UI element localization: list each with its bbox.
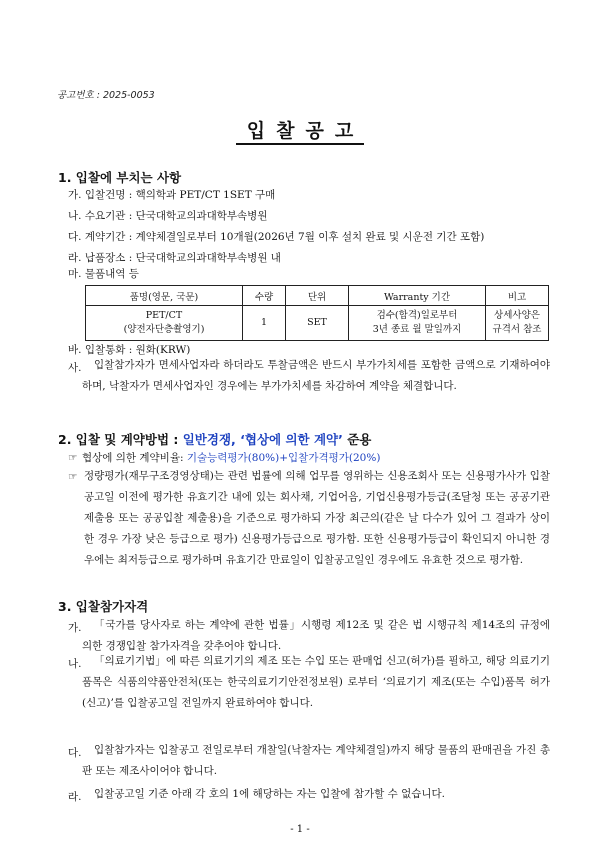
pointing-hand-icon: ☞ (68, 471, 78, 483)
item-vat-label: 사. (68, 362, 82, 374)
qualification-law-text: 「국가를 당사자로 하는 계약에 관한 법률」시행령 제12조 및 같은 법 시행규칙 제14조의 규정에 의한 경쟁입찰 참가자격을 갖추어야 합니다. (82, 619, 550, 652)
item-currency: 바. 입찰통화 : 원화(KRW) (68, 344, 191, 356)
notice-number: 공고번호 : 2025-0053 (57, 90, 155, 101)
item-contract-period: 다. 계약기간 : 계약체결일로부터 10개월(2026년 7월 이후 설치 완료 및 시운전 기간 포함) (68, 231, 485, 243)
goods-table (85, 285, 549, 341)
item-label: 가. (68, 622, 82, 634)
cell-product-name: PET/CT (양전자단층촬영기) (86, 306, 243, 341)
table-header: 단위 (286, 286, 349, 306)
table-header: 비고 (486, 286, 549, 306)
table-header: Warranty 기간 (349, 286, 486, 306)
qualification-exclusion-text: 입찰공고일 기준 아래 각 호의 1에 해당하는 자는 입찰에 참가할 수 없습니다. (94, 788, 446, 800)
ratio-highlight: 기술능력평가(80%)+입찰가격평가(20%) (186, 452, 381, 464)
cell-note: 상세사양은 규격서 참조 (486, 306, 549, 341)
table-header: 품명(영문, 국문) (86, 286, 243, 306)
cell-warranty: 검수(합격)일로부터 3년 종료 월 말일까지 (349, 306, 486, 341)
qualification-distributor-text: 입찰참가자는 입찰공고 전일로부터 개찰일(낙찰자는 계약체결일)까지 해당 물품의 판매권을 가진 총판 또는 제조사이어야 합니다. (82, 744, 550, 777)
qualification-medical-device-text: 「의료기기법」에 따른 의료기기의 제조 또는 수입 또는 판매업 신고(허가)를 필하고, 해당 의료기기품목은 식품의약품안전처(또는 한국의료기기안전정보원) 로부터 ‘의료기기 제조(또는 수입)품목 허가(신고)’를 입찰공고일 전일까지 완료하여야 합니다. (82, 655, 550, 709)
section3-heading: 3. 입찰참가자격 (58, 599, 149, 614)
page-title: 입찰공고 (0, 116, 600, 143)
item-bid-name: 가. 입찰건명 : 핵의학과 PET/CT 1SET 구매 (68, 189, 276, 201)
cell-quantity: 1 (243, 306, 286, 341)
ratio-line: ☞ 협상에 의한 계약비율: 기술능력평가(80%)+입찰가격평가(20%) (68, 452, 381, 464)
section1-heading: 1. 입찰에 부치는 사항 (58, 170, 182, 185)
pointing-hand-icon: ☞ (68, 452, 78, 464)
item-goods-details: 마. 물품내역 등 (68, 268, 139, 280)
item-label: 라. (68, 791, 82, 803)
credit-rating-text: 정량평가(재무구조경영상태)는 관련 법률에 의해 업무를 영위하는 신용조회사 또는 신용평가사가 입찰공고일 이전에 평가한 유효기간 내에 있는 회사채, 기업어음, 기업신용평가등급(조달청 또는 공공기관 제출용 또는 공공입찰 제출용)을 기준으로 평가하되 가장 최근의(같은 날 다수가 있어 그 결과가 상이한 경우 가장 낮은 등급으로 평가) 신용평가등급으로 평가함. 또한 신용평가등급이 확인되지 아니한 경우에는 최저등급으로 평가하며 유효기간 만료일이 입찰공고일인 경우에도 유효한 것으로 평가함. (84, 470, 550, 566)
item-demand-agency: 나. 수요기관 : 단국대학교의과대학부속병원 (68, 210, 268, 222)
cell-unit: SET (286, 306, 349, 341)
item-delivery-place: 라. 납품장소 : 단국대학교의과대학부속병원 내 (68, 252, 281, 264)
item-vat-text: 입찰참가자가 면세사업자라 하더라도 투찰금액은 반드시 부가가치세를 포함한 금액으로 기재하여야 하며, 낙찰자가 면세사업자인 경우에는 부가가치세를 차감하여 계약을 체결합니다. (82, 359, 550, 392)
section2-heading: 2. 입찰 및 계약방법 : 일반경쟁, ‘협상에 의한 계약’ 준용 (58, 432, 372, 447)
item-label: 다. (68, 747, 82, 759)
table-header: 수량 (243, 286, 286, 306)
contract-method-highlight: 일반경쟁, ‘협상에 의한 계약’ (182, 432, 343, 447)
table-row (86, 306, 549, 341)
item-label: 나. (68, 658, 82, 670)
table-header-row (86, 286, 549, 306)
page-number: - 1 - (290, 824, 310, 835)
